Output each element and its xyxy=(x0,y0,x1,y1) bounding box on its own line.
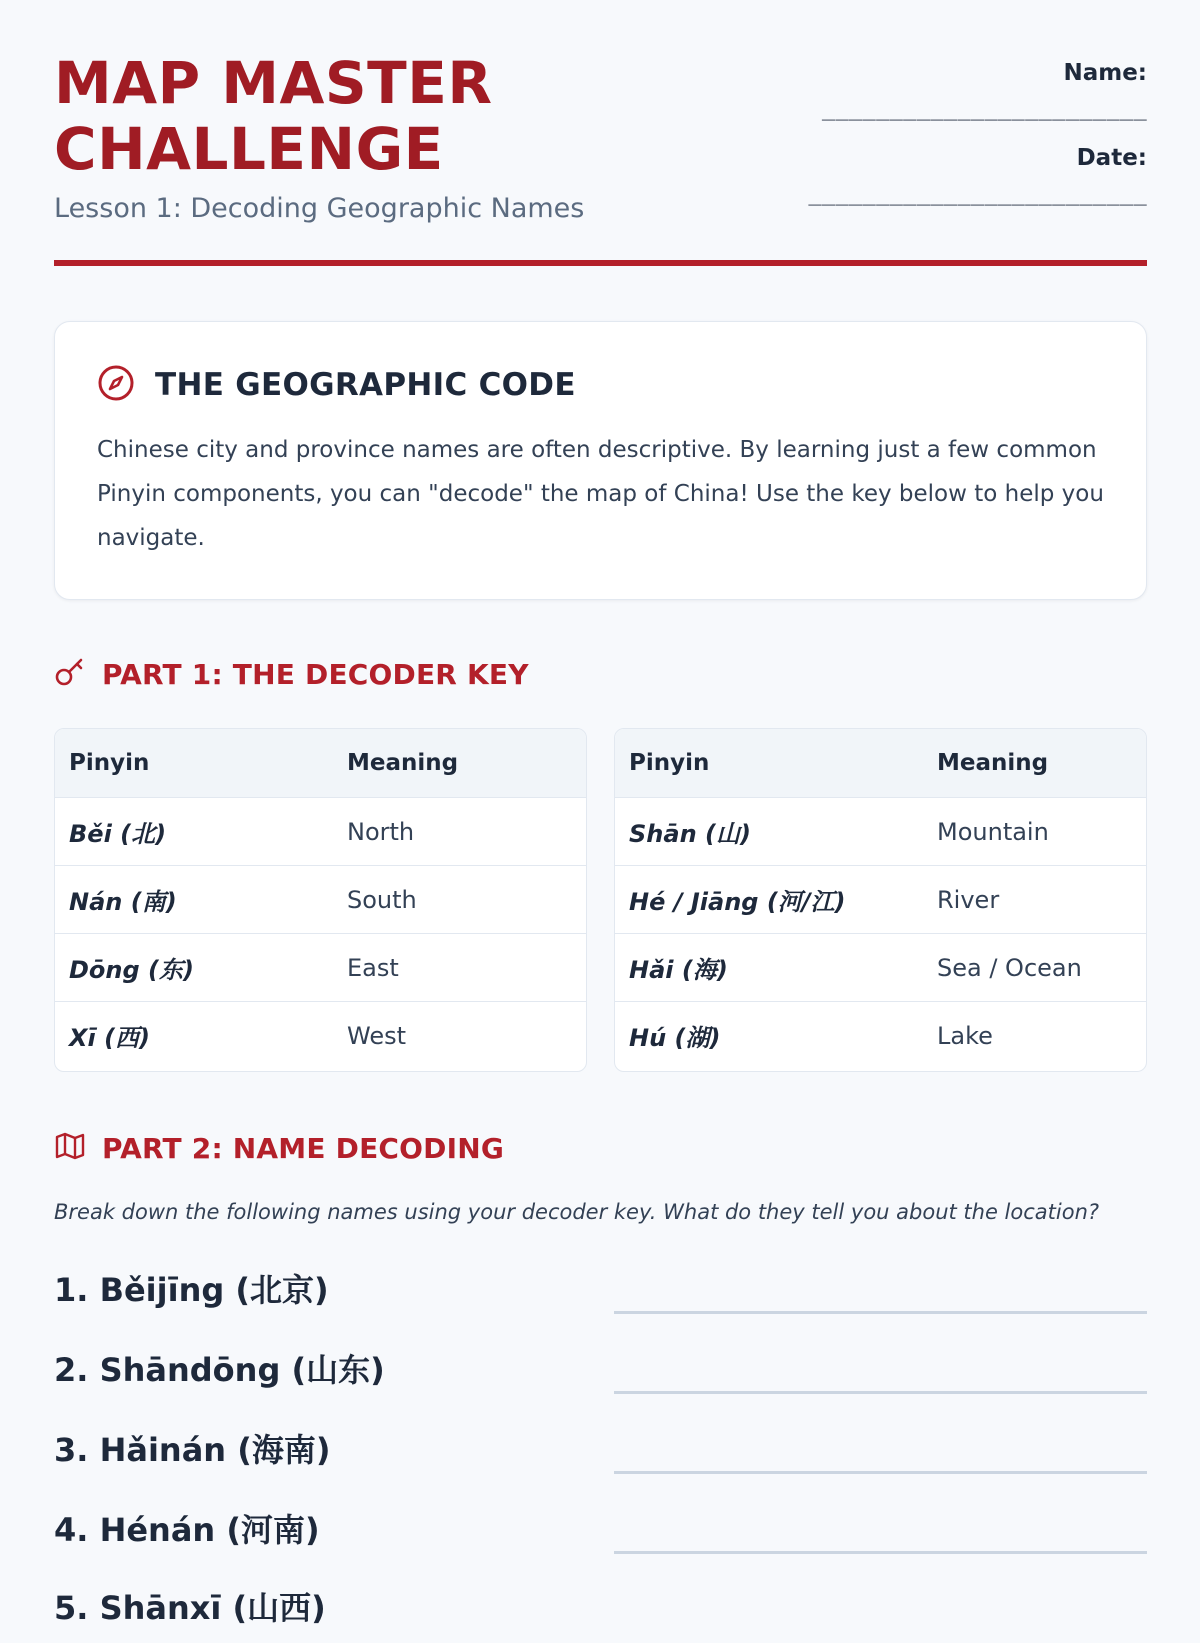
table-header-row xyxy=(55,729,586,798)
pinyin-cell: Nán (南) xyxy=(55,866,333,934)
name-blank: ________________________ xyxy=(821,96,1147,121)
pinyin-cell: Xī (西) xyxy=(69,1024,151,1052)
question-label: 4. Hénán (河南) xyxy=(54,1511,320,1549)
part1-heading xyxy=(54,656,529,692)
table-row xyxy=(55,866,586,934)
page-subtitle: Lesson 1: Decoding Geographic Names xyxy=(54,193,585,224)
part2-instructions: Break down the following names using your decoder key. What do they tell you about the location? xyxy=(54,1200,1100,1224)
worksheet-page xyxy=(54,0,1147,1627)
meaning-cell: West xyxy=(347,1021,407,1050)
table-row xyxy=(615,1002,1146,1070)
meaning-cell: East xyxy=(333,934,586,1002)
pinyin-cell: Dōng (东) xyxy=(55,934,333,1002)
pinyin-cell: Shān (山) xyxy=(615,798,923,866)
part1-title: PART 1: THE DECODER KEY xyxy=(102,657,529,691)
answer-line[interactable] xyxy=(614,1471,1147,1474)
question-item xyxy=(54,1425,1147,1485)
question-item xyxy=(54,1345,1147,1405)
decoder-table-directions xyxy=(54,728,587,1072)
meaning-cell: River xyxy=(923,866,1146,934)
date-label: Date: xyxy=(1076,145,1147,171)
name-label: Name: xyxy=(1063,60,1147,86)
table-row xyxy=(55,798,586,866)
header-divider xyxy=(54,260,1147,266)
meaning-cell: Lake xyxy=(937,1021,993,1050)
meaning-cell: North xyxy=(333,798,586,866)
question-item xyxy=(54,1583,1147,1643)
page-title: MAP MASTER CHALLENGE xyxy=(54,49,493,183)
decoder-table-landforms xyxy=(614,728,1147,1072)
question-item xyxy=(54,1265,1147,1325)
compass-icon xyxy=(97,364,135,406)
question-label: 2. Shāndōng (山东) xyxy=(54,1351,385,1389)
table-row xyxy=(615,866,1146,934)
intro-card xyxy=(54,321,1147,600)
key-icon xyxy=(54,656,86,692)
answer-line[interactable] xyxy=(614,1391,1147,1394)
column-header-meaning: Meaning xyxy=(333,729,586,798)
date-blank: _________________________ xyxy=(808,181,1147,206)
intro-text: Chinese city and province names are often descriptive. By learning just a few common Pinyin components, you can "decode" the map of China! Use the key below to help you navigate. xyxy=(97,437,1104,551)
answer-line[interactable] xyxy=(614,1311,1147,1314)
pinyin-cell: Hǎi (海) xyxy=(615,934,923,1002)
intro-title: THE GEOGRAPHIC CODE xyxy=(155,367,576,403)
map-icon xyxy=(54,1130,86,1166)
table-row xyxy=(55,934,586,1002)
column-header-pinyin: Pinyin xyxy=(55,729,333,798)
part2-heading xyxy=(54,1130,504,1166)
table-row xyxy=(615,934,1146,1002)
question-label: 1. Běijīng (北京) xyxy=(54,1271,329,1309)
pinyin-cell: Hé / Jiāng (河/江) xyxy=(615,866,923,934)
table-row xyxy=(615,798,1146,866)
question-item xyxy=(54,1505,1147,1565)
question-label: 3. Hǎinán (海南) xyxy=(54,1431,331,1469)
student-info xyxy=(808,60,1147,206)
question-label: 5. Shānxī (山西) xyxy=(54,1589,326,1627)
meaning-cell: Sea / Ocean xyxy=(923,934,1146,1002)
intro-heading xyxy=(97,364,576,406)
pinyin-cell: Běi (北) xyxy=(55,798,333,866)
column-header-meaning: Meaning xyxy=(923,729,1146,798)
meaning-cell: Mountain xyxy=(923,798,1146,866)
part2-title: PART 2: NAME DECODING xyxy=(102,1131,505,1165)
answer-line[interactable] xyxy=(614,1551,1147,1554)
column-header-pinyin: Pinyin xyxy=(615,729,923,798)
header xyxy=(54,0,1147,268)
meaning-cell: South xyxy=(333,866,586,934)
table-header-row xyxy=(615,729,1146,798)
pinyin-cell: Hú (湖) xyxy=(629,1024,721,1052)
table-row xyxy=(55,1002,586,1070)
